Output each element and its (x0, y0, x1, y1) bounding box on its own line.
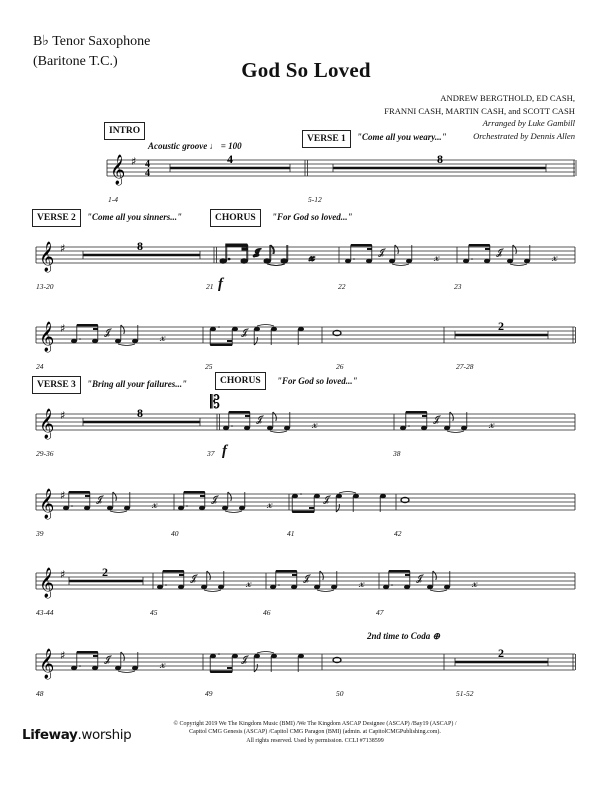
measure-number: 37 (207, 449, 215, 458)
rehearsal-mark-chorus-2: CHORUS (215, 372, 266, 390)
measure-number: 43-44 (36, 608, 54, 617)
lyric-cue-verse-3: "Bring all your failures..." (87, 379, 188, 389)
song-title: God So Loved (241, 58, 371, 82)
rehearsal-mark-intro: INTRO (104, 122, 145, 140)
copyright-line-1: © Copyright 2019 We The Kingdom Music (BMI) /We The Kingdom ASCAP Designee (ASCAP) /Bay19 (ASCAP) / (173, 721, 457, 727)
measure-number: 51-52 (456, 689, 474, 698)
dynamic-forte: f (222, 443, 227, 459)
treble-clef-icon: 𝄞 (110, 155, 126, 185)
measure-number: 49 (205, 689, 213, 698)
dynamic-forte: f (218, 276, 223, 292)
tempo-value: = 100 (220, 141, 242, 151)
measure-number: 29-36 (36, 449, 54, 458)
composers-line-2: FRANNI CASH, MARTIN CASH, and SCOTT CASH (384, 105, 575, 116)
measure-number: 5-12 (308, 195, 322, 204)
measure-number: 23 (454, 282, 462, 291)
svg-text:♯: ♯ (60, 489, 66, 502)
measure-number: 39 (36, 529, 44, 538)
svg-text:♯: ♯ (60, 409, 66, 422)
svg-text:4: 4 (145, 159, 150, 170)
svg-text:8: 8 (437, 152, 443, 166)
svg-text:𝄞: 𝄞 (39, 322, 55, 352)
measure-number: 27-28 (456, 362, 474, 371)
svg-text:2: 2 (498, 646, 504, 660)
measure-number: 22 (338, 282, 346, 291)
measure-number: 26 (336, 362, 344, 371)
measure-number: 41 (287, 529, 295, 538)
coda-direction: 2nd time to Coda ⊕ (367, 631, 441, 641)
svg-text:𝄞: 𝄞 (39, 489, 55, 519)
rehearsal-mark-verse-1: VERSE 1 (302, 130, 351, 148)
measure-number: 50 (336, 689, 344, 698)
instrument-line-2: (Baritone T.C.) (33, 54, 118, 69)
measure-number: 46 (263, 608, 271, 617)
svg-text:𝄞: 𝄞 (39, 242, 55, 272)
rehearsal-mark-chorus: CHORUS (210, 209, 261, 227)
copyright-line-3: All rights reserved. Used by permission. CCLI #7138599 (246, 737, 384, 744)
measure-number: 25 (205, 362, 213, 371)
lyric-cue-verse-1: "Come all you weary..." (357, 132, 447, 142)
svg-text:8: 8 (137, 239, 143, 253)
measure-number: 13-20 (36, 282, 54, 291)
svg-text:𝄞: 𝄞 (39, 568, 55, 598)
svg-text:♯: ♯ (60, 242, 66, 255)
lyric-cue-verse-2: "Come all you sinners..." (87, 212, 183, 222)
svg-text:4: 4 (145, 168, 150, 179)
measure-number: 1-4 (108, 195, 118, 204)
measure-number: 38 (393, 449, 401, 458)
tempo-text: Acoustic groove (148, 141, 208, 151)
quarter-note-icon: ♩ (209, 141, 219, 151)
svg-text:2: 2 (498, 319, 504, 333)
measure-number: 21 (206, 282, 214, 291)
svg-text:♯: ♯ (60, 649, 66, 662)
measure-number: 45 (150, 608, 158, 617)
measure-number: 48 (36, 689, 44, 698)
measure-number: 24 (36, 362, 44, 371)
instrument-line-1: B♭ Tenor Saxophone (33, 34, 151, 49)
measure-number: 40 (171, 529, 179, 538)
sharp-icon: ♯ (131, 155, 137, 168)
composers-line-1: ANDREW BERGTHOLD, ED CASH, (440, 93, 575, 103)
lyric-cue-chorus: "For God so loved..." (272, 212, 353, 222)
measure-number: 42 (394, 529, 402, 538)
svg-text:𝄞: 𝄞 (39, 649, 55, 679)
svg-text:2: 2 (102, 565, 108, 579)
lifeway-worship-logo: Lifeway.worship (22, 727, 132, 743)
measure-number: 47 (376, 608, 384, 617)
orchestrator: Orchestrated by Dennis Allen (473, 130, 575, 141)
arranger: Arranged by Luke Gambill (482, 118, 575, 128)
svg-text:𝄞: 𝄞 (39, 409, 55, 439)
svg-text:♯: ♯ (60, 322, 66, 335)
logo-lifeway: Lifeway (22, 727, 78, 743)
segno-icon: 𝄡 (210, 392, 221, 413)
rehearsal-mark-verse-2: VERSE 2 (32, 209, 81, 227)
copyright-line-2: Capitol CMG Genesis (ASCAP) /Capitol CMG Paragon (BMI) (admin. at CapitolCMGPublishing.com). (189, 729, 441, 736)
copyright-notice (125, 720, 505, 745)
logo-worship: worship (81, 727, 132, 743)
lyric-cue-chorus-2: "For God so loved..." (277, 376, 358, 386)
svg-text:4: 4 (227, 152, 233, 166)
svg-text:8: 8 (137, 406, 143, 420)
svg-text:♯: ♯ (60, 568, 66, 581)
rehearsal-mark-verse-3: VERSE 3 (32, 376, 81, 394)
